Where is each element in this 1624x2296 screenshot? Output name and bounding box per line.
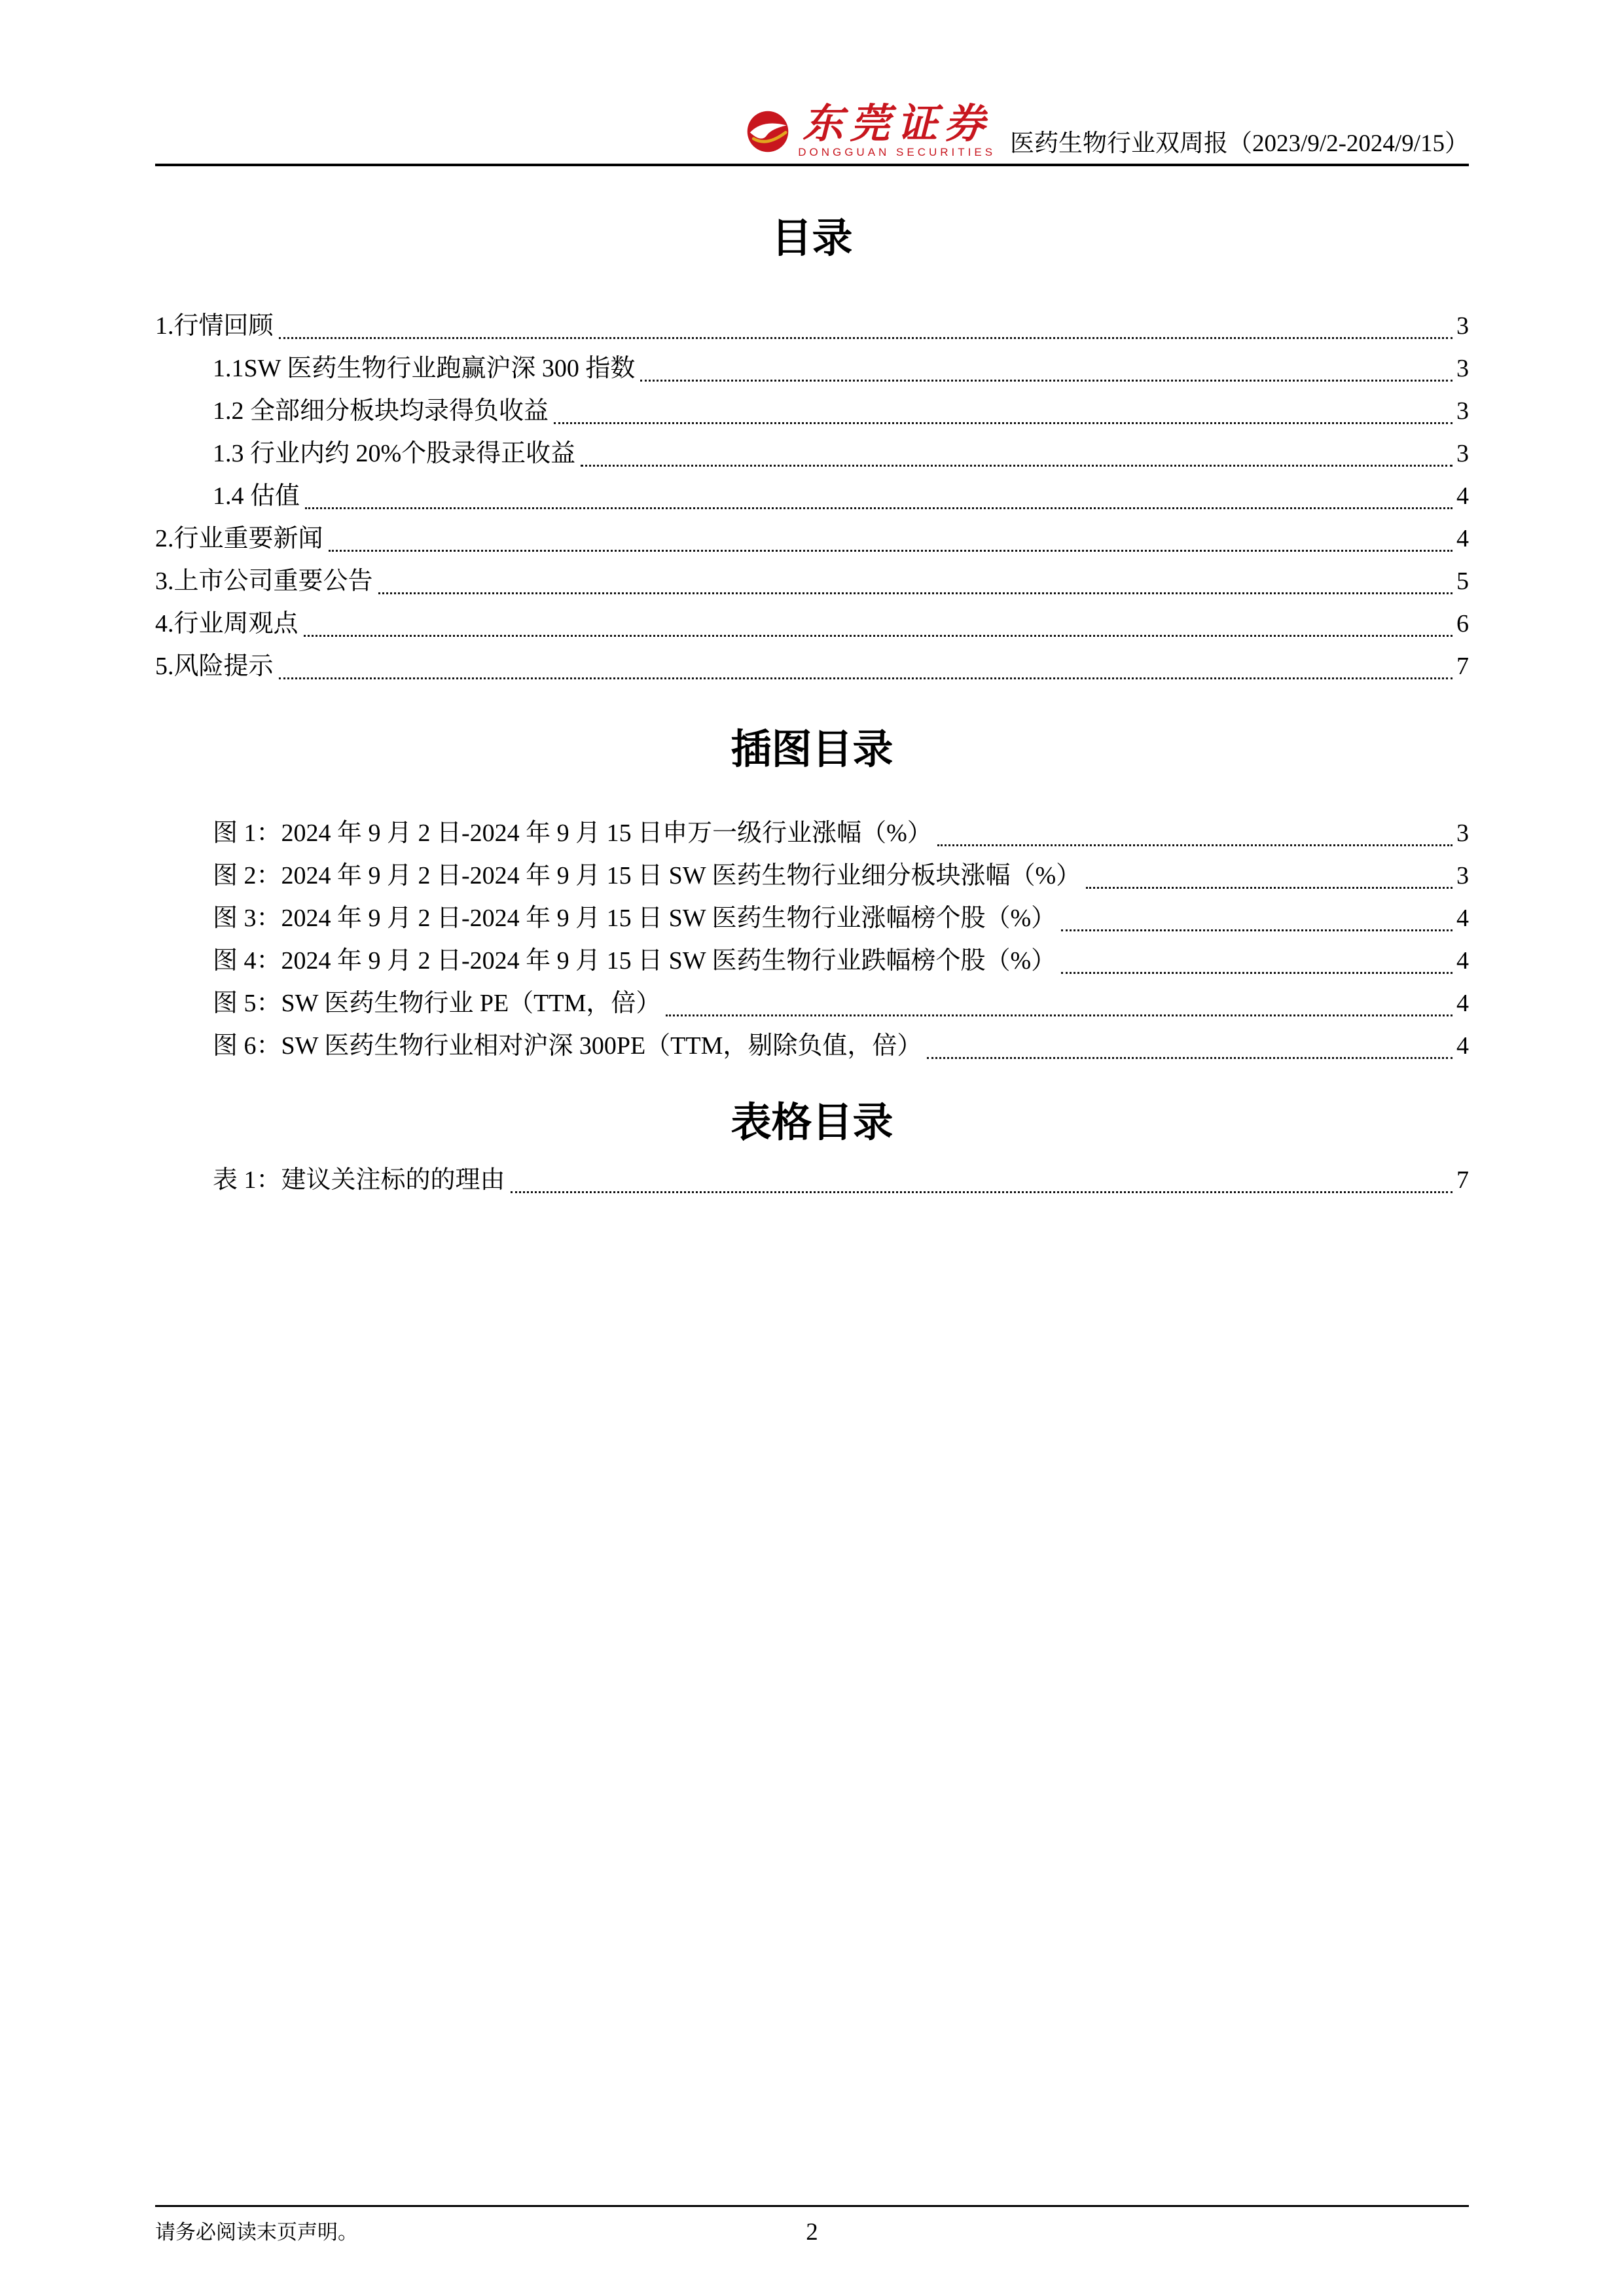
toc-entry-page: 6	[1456, 610, 1469, 637]
figures-list	[155, 812, 1469, 1067]
toc-entry-label: 1.1SW 医药生物行业跑赢沪深 300 指数	[213, 355, 636, 382]
toc-entry-label: 2.行业重要新闻	[155, 525, 323, 552]
footer-disclaimer: 请务必阅读末页声明。	[155, 2221, 358, 2244]
toc-leader-dots	[581, 465, 1453, 467]
toc-entry[interactable]	[155, 603, 1469, 645]
toc-entry[interactable]	[155, 855, 1469, 897]
toc-leader-dots	[666, 1014, 1453, 1016]
toc-entry-page: 4	[1456, 482, 1469, 510]
brand-logo	[746, 103, 996, 160]
toc-leader-dots	[378, 592, 1453, 594]
toc-entry[interactable]	[155, 812, 1469, 855]
toc-list	[155, 305, 1469, 688]
toc-entry-page: 5	[1456, 567, 1469, 595]
toc-entry[interactable]	[155, 475, 1469, 518]
toc-leader-dots	[1086, 887, 1453, 889]
toc-entry[interactable]	[155, 982, 1469, 1025]
tables-title: 表格目录	[731, 1100, 893, 1145]
toc-entry-label: 图 4：2024 年 9 月 2 日-2024 年 9 月 15 日 SW 医药生物行业跌幅榜个股（%）	[213, 947, 1056, 975]
toc-entry[interactable]	[155, 1159, 1469, 1202]
toc-entry-label: 图 3：2024 年 9 月 2 日-2024 年 9 月 15 日 SW 医药生物行业涨幅榜个股（%）	[213, 905, 1056, 932]
toc-leader-dots	[927, 1057, 1453, 1059]
toc-entry[interactable]	[155, 433, 1469, 475]
toc-entry[interactable]	[155, 305, 1469, 348]
toc-entry[interactable]	[155, 390, 1469, 433]
toc-title: 目录	[771, 216, 853, 261]
toc-leader-dots	[511, 1191, 1453, 1193]
brand-logo-icon	[746, 109, 790, 154]
toc-entry-label: 4.行业周观点	[155, 610, 298, 637]
toc-leader-dots	[1061, 929, 1453, 931]
toc-entry-label: 图 5：SW 医药生物行业 PE（TTM，倍）	[213, 990, 661, 1017]
toc-leader-dots	[1061, 972, 1453, 974]
header-divider	[155, 164, 1469, 166]
report-title: 医药生物行业双周报（2023/9/2-2024/9/15）	[1010, 130, 1469, 157]
toc-entry-page: 4	[1456, 990, 1469, 1017]
toc-leader-dots	[937, 844, 1453, 846]
toc-entry-page: 7	[1456, 653, 1469, 680]
report-header	[155, 0, 1469, 166]
toc-entry-label: 图 6：SW 医药生物行业相对沪深 300PE（TTM，剔除负值，倍）	[213, 1032, 922, 1060]
toc-entry[interactable]	[155, 560, 1469, 603]
toc-entry-label: 1.3 行业内约 20%个股录得正收益	[213, 440, 576, 467]
toc-entry-page: 7	[1456, 1166, 1469, 1194]
toc-entry-page: 3	[1456, 862, 1469, 889]
brand-name-en: DONGGUAN SECURITIES	[798, 146, 996, 158]
toc-leader-dots	[329, 550, 1453, 552]
toc-entry-label: 5.风险提示	[155, 653, 274, 680]
toc-leader-dots	[279, 337, 1453, 339]
toc-entry-page: 4	[1456, 525, 1469, 552]
toc-entry-page: 3	[1456, 819, 1469, 847]
toc-entry-label: 图 2：2024 年 9 月 2 日-2024 年 9 月 15 日 SW 医药生物行业细分板块涨幅（%）	[213, 862, 1081, 889]
toc-entry-label: 3.上市公司重要公告	[155, 567, 373, 595]
page-number: 2	[806, 2219, 818, 2246]
toc-entry-page: 3	[1456, 312, 1469, 340]
toc-entry-page: 3	[1456, 355, 1469, 382]
tables-list	[155, 1159, 1469, 1202]
toc-entry-label: 1.4 估值	[213, 482, 300, 510]
toc-entry-page: 3	[1456, 397, 1469, 425]
toc-entry[interactable]	[155, 518, 1469, 560]
toc-entry-page: 4	[1456, 947, 1469, 975]
toc-entry-page: 4	[1456, 1032, 1469, 1060]
toc-entry-page: 4	[1456, 905, 1469, 932]
toc-entry-label: 图 1：2024 年 9 月 2 日-2024 年 9 月 15 日申万一级行业涨幅（%）	[213, 819, 932, 847]
toc-entry-label: 1.2 全部细分板块均录得负收益	[213, 397, 549, 425]
toc-entry[interactable]	[155, 897, 1469, 940]
toc-entry-label: 表 1：建议关注标的的理由	[213, 1166, 505, 1194]
toc-entry[interactable]	[155, 1025, 1469, 1067]
toc-entry[interactable]	[155, 940, 1469, 982]
toc-leader-dots	[640, 380, 1453, 382]
toc-entry-label: 1.行情回顾	[155, 312, 274, 340]
toc-leader-dots	[554, 422, 1453, 424]
brand-name-cn: 东莞证券	[803, 102, 992, 147]
page-footer	[155, 2205, 1469, 2245]
toc-entry[interactable]	[155, 645, 1469, 688]
toc-entry[interactable]	[155, 348, 1469, 390]
figures-title: 插图目录	[731, 727, 893, 772]
toc-entry-page: 3	[1456, 440, 1469, 467]
toc-leader-dots	[279, 677, 1453, 679]
toc-leader-dots	[304, 635, 1453, 637]
toc-leader-dots	[305, 507, 1453, 509]
